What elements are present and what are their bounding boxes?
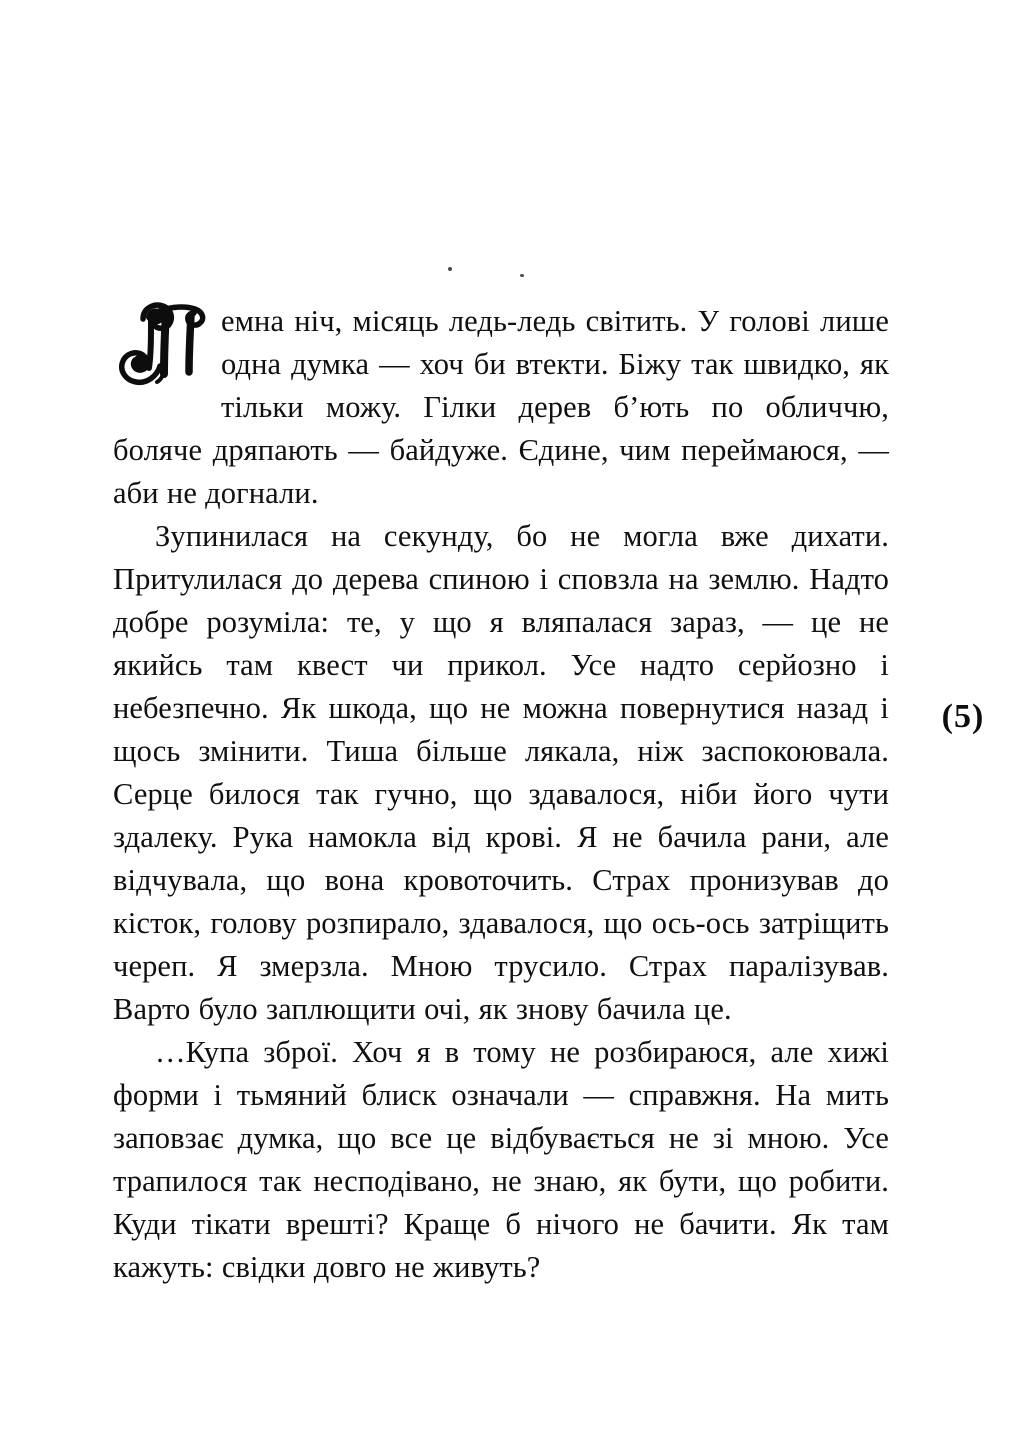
scan-speck-icon [448, 267, 452, 271]
paragraph-1-text: емна ніч, місяць ледь-ледь світить. У голові лише одна думка — хоч би втекти. Біжу так швидко, як тільки можу. Гілки дерев б’ють по обличчю, боляче дряпають — байдуже. Єдине, чим переймаюся, — аби не догнали. [113, 304, 889, 510]
paragraph-3 [113, 1031, 889, 1289]
dropcap-letter-t-icon [113, 296, 217, 392]
page-number: (5) [941, 698, 985, 735]
paragraph-1 [113, 300, 889, 515]
paragraph-2-text: Зупинилася на секунду, бо не могла вже дихати. Притулилася до дерева спиною і сповзла на землю. Надто добре розуміла: те, у що я вляпалася зараз, — це не якийсь там квест чи прикол. Усе надто серйозно і небезпечно. Як шкода, що не можна повернутися назад і щось змінити. Тиша більше лякала, ніж заспокоювала. Серце билося так гучно, що здавалося, ніби його чути здалеку. Рука намокла від крові. Я не бачила рани, але відчувала, що вона кровоточить. Страх пронизував до кісток, голову розпирало, здавалося, що ось-ось затріщить череп. Я змерзла. Мною трусило. Страх паралізував. Варто було заплющити очі, як знову бачила це. [113, 519, 889, 1026]
scan-speck-icon [520, 274, 524, 277]
paragraph-3-text: …Купа зброї. Хоч я в тому не розбираюся, але хижі форми і тьмяний блиск означали — справжня. На мить заповзає думка, що все це відбувається не зі мною. Усе трапилося так несподівано, не знаю, як бути, що робити. Куди тікати врешті? Краще б нічого не бачити. Як там кажуть: свідки довго не живуть? [113, 1035, 889, 1284]
body-text-block [113, 300, 889, 1289]
paragraph-2 [113, 515, 889, 1031]
